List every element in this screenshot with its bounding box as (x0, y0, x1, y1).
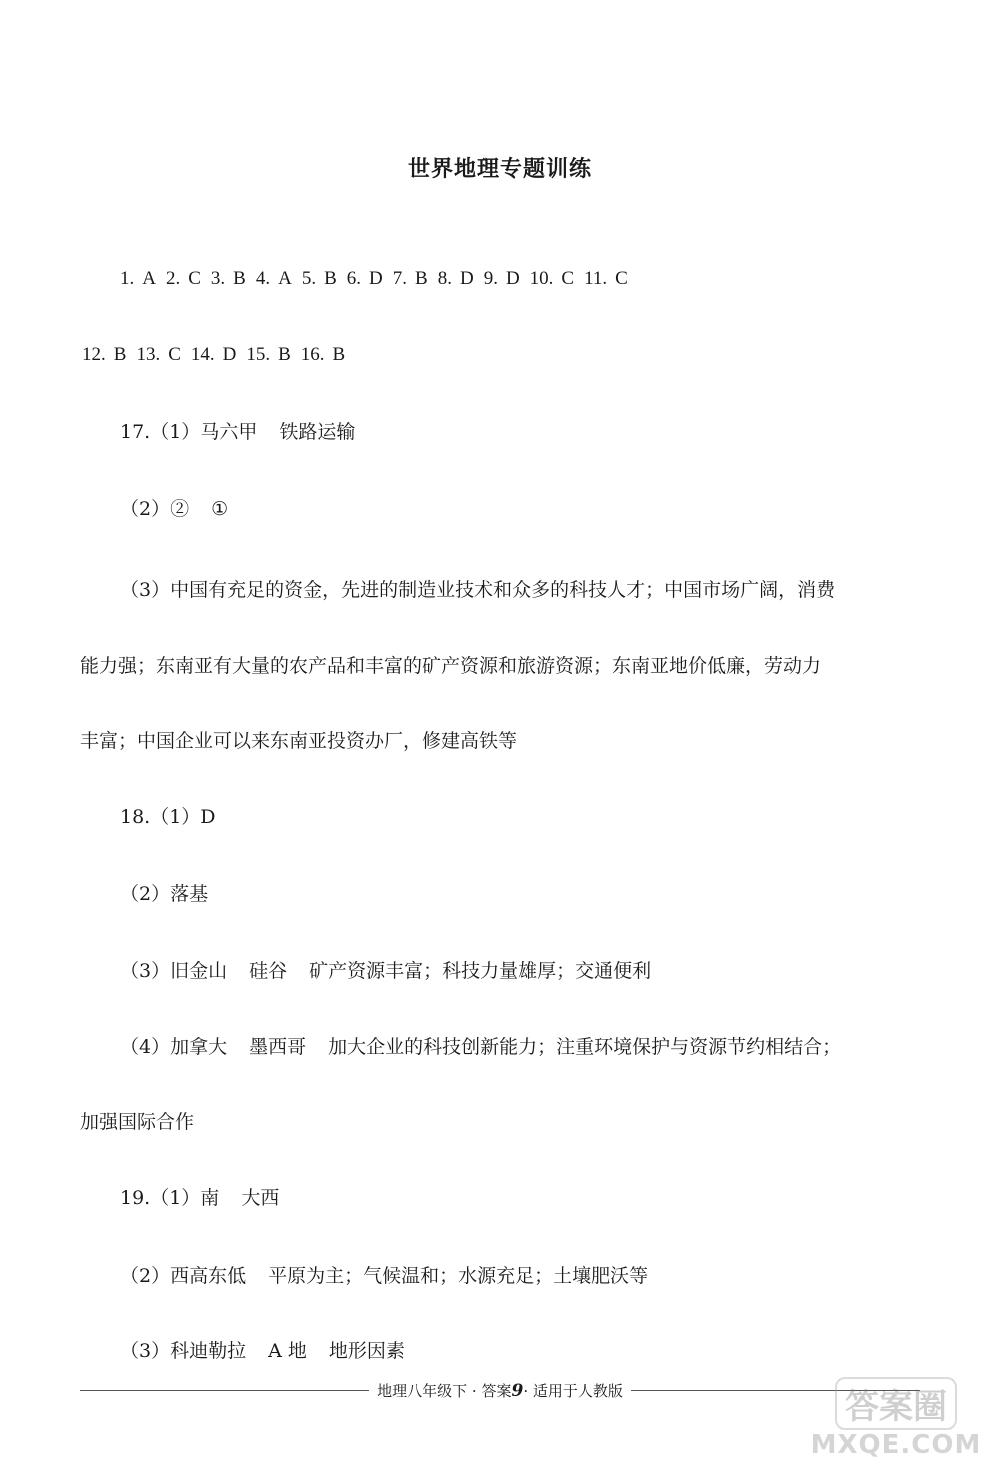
q17-part2-answer-b: ① (211, 498, 229, 520)
q17-part2 (120, 495, 228, 523)
mc-answer-letter: B (332, 344, 346, 365)
mc-answer-item (166, 265, 201, 293)
q19-part2 (120, 1262, 648, 1290)
q19-part3 (120, 1337, 405, 1365)
q18-part3-label: （3）旧金山 (120, 960, 228, 982)
q19-part3-answer-a: A 地 (268, 1340, 307, 1362)
mc-answer-letter: C (168, 344, 181, 365)
q19-part2-label: （2）西高东低 (120, 1265, 247, 1287)
q19-part1 (120, 1184, 279, 1212)
mc-answer-letter: B (278, 344, 291, 365)
mc-answer-letter: B (113, 344, 127, 365)
mc-question-number: 3. (210, 268, 226, 289)
mc-question-number: 2. (165, 268, 181, 289)
mc-answer-letter: D (369, 268, 383, 289)
q17-part1-answer-a: 马六甲 (200, 421, 258, 443)
q17-part1 (120, 418, 355, 446)
mc-answer-letter: B (324, 268, 337, 289)
mc-answer-item (347, 265, 383, 293)
mc-answer-letter: C (561, 268, 575, 289)
mc-answer-item (120, 265, 156, 293)
q17-part3-line3: 丰富；中国企业可以来东南亚投资办厂，修建高铁等 (80, 730, 518, 752)
watermark-url: MXQE.COM (810, 1430, 982, 1460)
mc-question-number: 1. (120, 268, 135, 289)
mc-answers-row-1 (120, 265, 638, 293)
q18-part3-answer-b: 矿产资源丰富；科技力量雄厚；交通便利 (309, 960, 652, 982)
q19-part3-answer-b: 地形因素 (328, 1340, 405, 1362)
page-title: 世界地理专题训练 (407, 157, 592, 182)
mc-answer-item (393, 265, 428, 293)
mc-question-number: 12. (82, 344, 106, 365)
q17-part3-line2: 能力强；东南亚有大量的农产品和丰富的矿产资源和旅游资源；东南亚地价低廉，劳动力 (80, 655, 822, 677)
q17-part1-label: 17.（1） (120, 421, 201, 443)
q17-part2-label: （2） (120, 498, 171, 520)
mc-answer-item (438, 265, 474, 293)
mc-answer-item (191, 341, 236, 369)
mc-question-number: 5. (301, 268, 317, 289)
page-footer (80, 1380, 920, 1401)
mc-answer-item (484, 265, 520, 293)
mc-question-number: 15. (246, 344, 271, 365)
mc-answer-item (301, 341, 345, 369)
mc-answer-item (302, 265, 337, 293)
mc-answer-item (136, 341, 180, 369)
q18-part4-line2: 加强国际合作 (80, 1111, 195, 1133)
mc-answer-letter: C (615, 268, 628, 289)
q19-part1-label: 19.（1）南 (120, 1187, 220, 1209)
mc-question-number: 7. (392, 268, 408, 289)
footer-edition-label: · 适用于人教版 (523, 1382, 623, 1400)
mc-question-number: 8. (437, 268, 452, 289)
mc-answer-letter: D (505, 268, 520, 289)
footer-book-label: 地理八年级下 · 答案 (377, 1382, 512, 1400)
mc-question-number: 16. (300, 344, 325, 365)
mc-answer-item (82, 341, 126, 369)
q19-part2-answer-a: 平原为主；气候温和；水源充足；土壤肥沃等 (268, 1265, 649, 1287)
q18-part4-answer-b: 加大企业的科技创新能力；注重环境保护与资源节约相结合； (328, 1036, 842, 1058)
mc-answer-item (246, 341, 290, 369)
mc-answer-letter: A (278, 268, 292, 289)
q17-part2-answer-a: ② (170, 498, 190, 520)
mc-answer-letter: B (415, 268, 428, 289)
mc-question-number: 9. (483, 268, 498, 289)
q17-part3-line1: （3）中国有充足的资金，先进的制造业技术和众多的科技人才；中国市场广阔，消费 (120, 579, 836, 601)
q18-part2: （2）落基 (120, 883, 209, 905)
q18-part4-answer-a: 墨西哥 (249, 1036, 307, 1058)
mc-question-number: 4. (255, 268, 271, 289)
mc-question-number: 11. (584, 268, 608, 289)
mc-question-number: 13. (136, 344, 161, 365)
footer-page-number: 9 (511, 1381, 524, 1401)
watermark-logo: 答案圈 (835, 1377, 957, 1430)
footer-rule-left (80, 1390, 369, 1391)
q18-part1: 18.（1）D (120, 806, 216, 828)
mc-question-number: 14. (190, 344, 215, 365)
q17-part1-answer-b: 铁路运输 (279, 421, 356, 443)
mc-question-number: 10. (529, 268, 554, 289)
q18-part3-answer-a: 硅谷 (249, 960, 288, 982)
mc-answer-item (211, 265, 246, 293)
mc-answer-letter: A (142, 268, 156, 289)
mc-answer-letter: D (222, 344, 237, 365)
mc-answer-item (530, 265, 574, 293)
q19-part1-answer-a: 大西 (241, 1187, 280, 1209)
q19-part3-label: （3）科迪勒拉 (120, 1340, 247, 1362)
mc-answers-row-2 (82, 341, 355, 369)
q18-part4 (120, 1033, 841, 1061)
mc-answer-letter: D (459, 268, 474, 289)
mc-answer-item (256, 265, 292, 293)
footer-text (369, 1380, 631, 1401)
mc-answer-letter: C (188, 268, 201, 289)
mc-question-number: 6. (346, 268, 362, 289)
mc-answer-letter: B (233, 268, 246, 289)
q18-part4-label: （4）加拿大 (120, 1036, 228, 1058)
q18-part3 (120, 957, 651, 985)
watermark (806, 1377, 986, 1460)
mc-answer-item (584, 265, 628, 293)
